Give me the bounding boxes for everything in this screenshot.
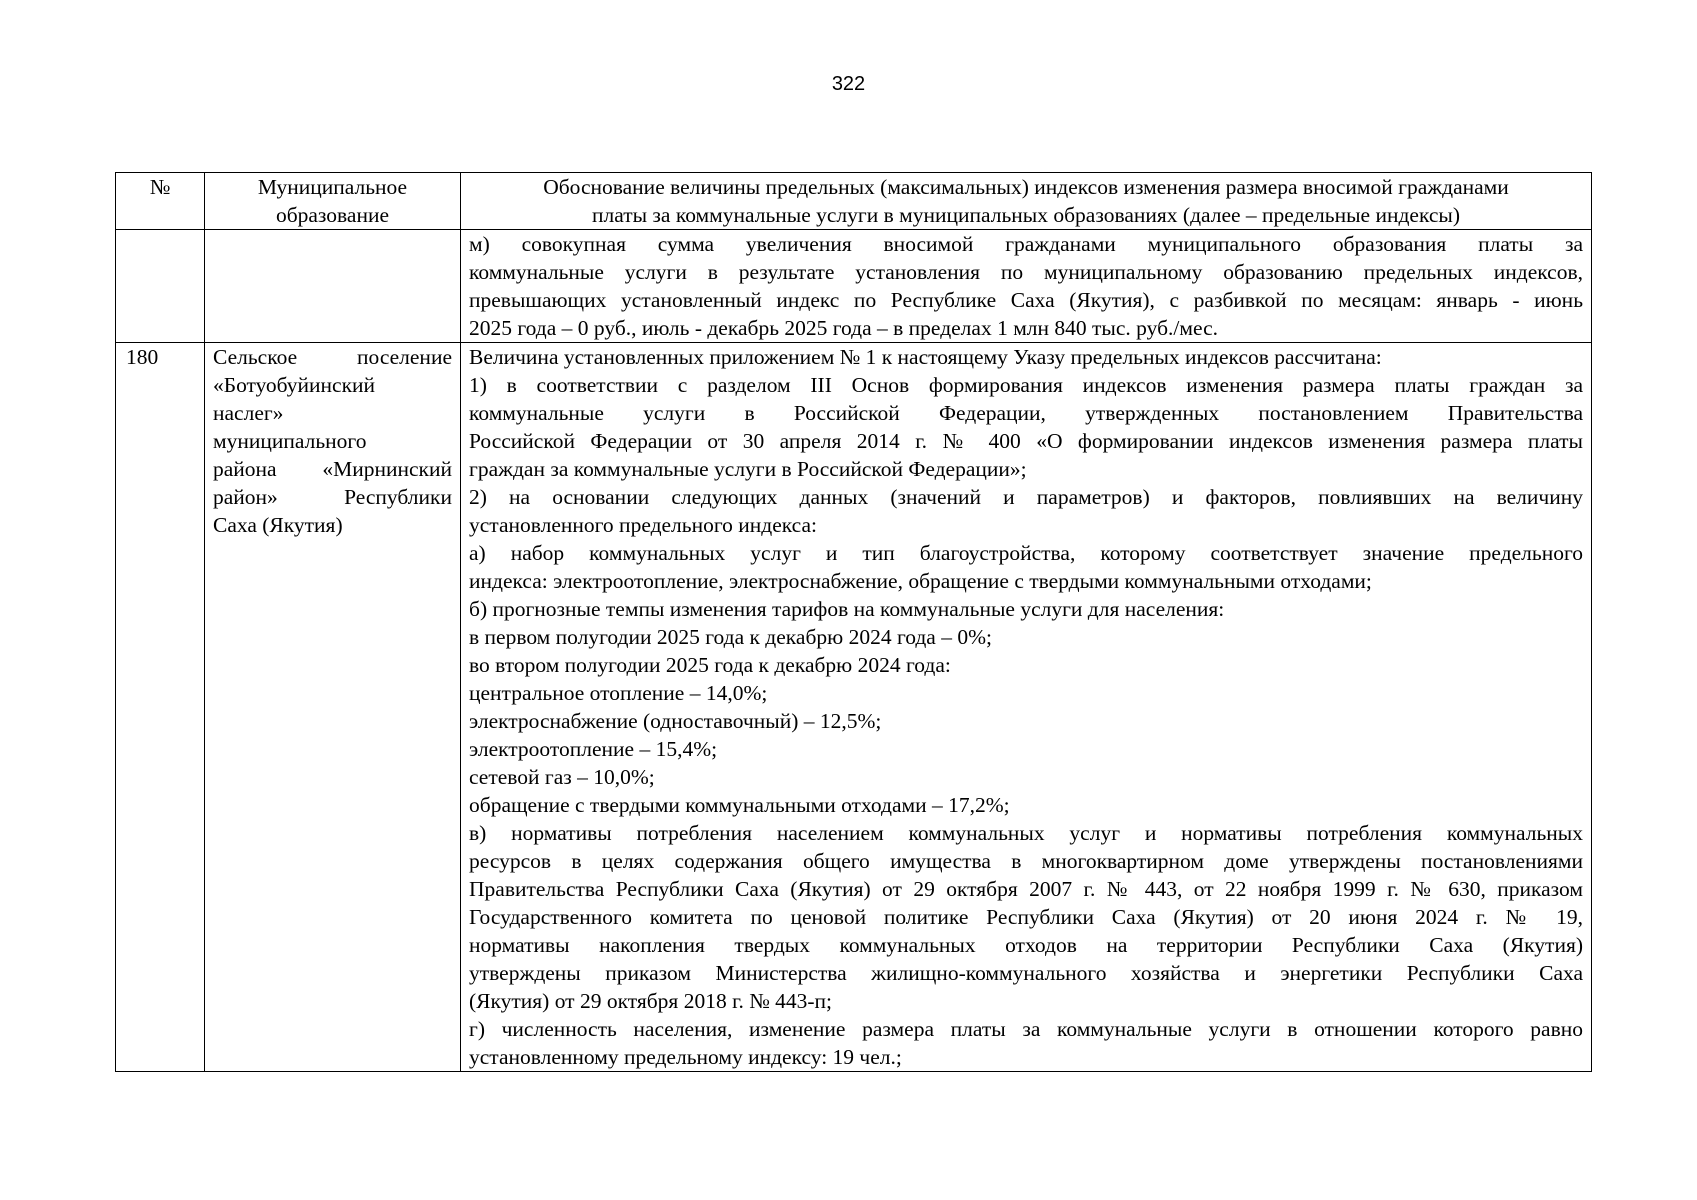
header-justification — [461, 173, 1592, 230]
paragraph-line: установленного предельного индекса: — [469, 513, 817, 537]
paragraph-line: Правительства Республики Саха (Якутия) от 29 октября 2007 г. № 443, от 22 ноября 1999 г. № 630, приказом — [469, 877, 1583, 901]
text-line: коммунальные услуги в результате установления по муниципальному образованию предельных индексов, — [469, 260, 1583, 284]
header-justification-line: платы за коммунальные услуги в муниципальных образованиях (далее – предельные индексы) — [592, 203, 1460, 227]
paragraph-line: индекса: электроотопление, электроснабжение, обращение с твердыми коммунальными отходами; — [469, 569, 1372, 593]
text-line: 2025 года – 0 руб., июль - декабрь 2025 года – в пределах 1 млн 840 тыс. руб./мес. — [469, 316, 1218, 340]
paragraph-line: коммунальные услуги в Российской Федерации, утвержденных постановлением Правительства — [469, 401, 1583, 425]
header-justification-line: Обоснование величины предельных (максимальных) индексов изменения размера вносимой гражданами — [543, 175, 1509, 199]
text-line: м) совокупная сумма увеличения вносимой гражданами муниципального образования платы за — [469, 232, 1583, 256]
paragraph-line: установленному предельному индексу: 19 чел.; — [469, 1045, 902, 1069]
paragraph-line: во втором полугодии 2025 года к декабрю 2024 года: — [469, 653, 951, 677]
table-row-continuation — [116, 230, 1592, 343]
paragraph-line: б) прогнозные темпы изменения тарифов на коммунальные услуги для населения: — [469, 597, 1225, 621]
justification-table — [115, 172, 1592, 1072]
header-municipality-line: Муниципальное — [257, 175, 408, 199]
paragraph-line: центральное отопление – 14,0%; — [469, 681, 768, 705]
text-line: превышающих установленный индекс по Республике Саха (Якутия), с разбивкой по месяцам: январь - июнь — [469, 288, 1583, 312]
header-municipality — [205, 173, 461, 230]
continuation-num-cell — [116, 230, 205, 343]
table-header-row — [116, 173, 1592, 230]
paragraph-line: в первом полугодии 2025 года к декабрю 2024 года – 0%; — [469, 625, 992, 649]
paragraph-line: Величина установленных приложением № 1 к настоящему Указу предельных индексов рассчитана: — [469, 345, 1382, 369]
paragraph-line: ресурсов в целях содержания общего имущества в многоквартирном доме утверждены постановлениями — [469, 849, 1583, 873]
header-municipality-line: образование — [275, 203, 390, 227]
paragraph-line: граждан за коммунальные услуги в Российской Федерации»; — [469, 457, 1027, 481]
municipality-line: муниципального — [213, 429, 367, 453]
paragraph-line: утверждены приказом Министерства жилищно-коммунального хозяйства и энергетики Республики Саха — [469, 961, 1583, 985]
header-num: № — [116, 173, 205, 230]
paragraph-line: 1) в соответствии с разделом III Основ формирования индексов изменения размера платы граждан за — [469, 373, 1583, 397]
page-number: 322 — [831, 73, 866, 95]
municipality-line: район» Республики — [213, 485, 452, 509]
municipality-line: Сельское поселение — [213, 345, 452, 369]
municipality-line: «Ботуобуйинский — [213, 373, 376, 397]
paragraph-line: сетевой газ – 10,0%; — [469, 765, 655, 789]
paragraph-line: в) нормативы потребления населением коммунальных услуг и нормативы потребления коммунальных — [469, 821, 1583, 845]
justification-text-cell — [461, 343, 1592, 1072]
continuation-text-cell — [461, 230, 1592, 343]
paragraph-line: 2) на основании следующих данных (значений и параметров) и факторов, повлиявших на величину — [469, 485, 1583, 509]
paragraph-line: электроотопление – 15,4%; — [469, 737, 718, 761]
municipality-cell — [205, 343, 461, 1072]
table-row-180 — [116, 343, 1592, 1072]
paragraph-line: (Якутия) от 29 октября 2018 г. № 443-п; — [469, 989, 832, 1013]
paragraph-line: а) набор коммунальных услуг и тип благоустройства, которому соответствует значение предельного — [469, 541, 1583, 565]
row-number-cell: 180 — [116, 343, 205, 1072]
paragraph-line: нормативы накопления твердых коммунальных отходов на территории Республики Саха (Якутия) — [469, 933, 1583, 957]
paragraph-line: Российской Федерации от 30 апреля 2014 г. № 400 «О формировании индексов изменения размера платы — [469, 429, 1583, 453]
municipality-line: района «Мирнинский — [213, 457, 452, 481]
municipality-line: Саха (Якутия) — [213, 513, 343, 537]
paragraph-line: г) численность населения, изменение размера платы за коммунальные услуги в отношении которого равно — [469, 1017, 1583, 1041]
municipality-line: наслег» — [213, 401, 284, 425]
paragraph-line: обращение с твердыми коммунальными отходами – 17,2%; — [469, 793, 1010, 817]
continuation-municipality-cell — [205, 230, 461, 343]
paragraph-line: электроснабжение (одноставочный) – 12,5%; — [469, 709, 882, 733]
paragraph-line: Государственного комитета по ценовой политике Республики Саха (Якутия) от 20 июня 2024 г. № 19, — [469, 905, 1583, 929]
